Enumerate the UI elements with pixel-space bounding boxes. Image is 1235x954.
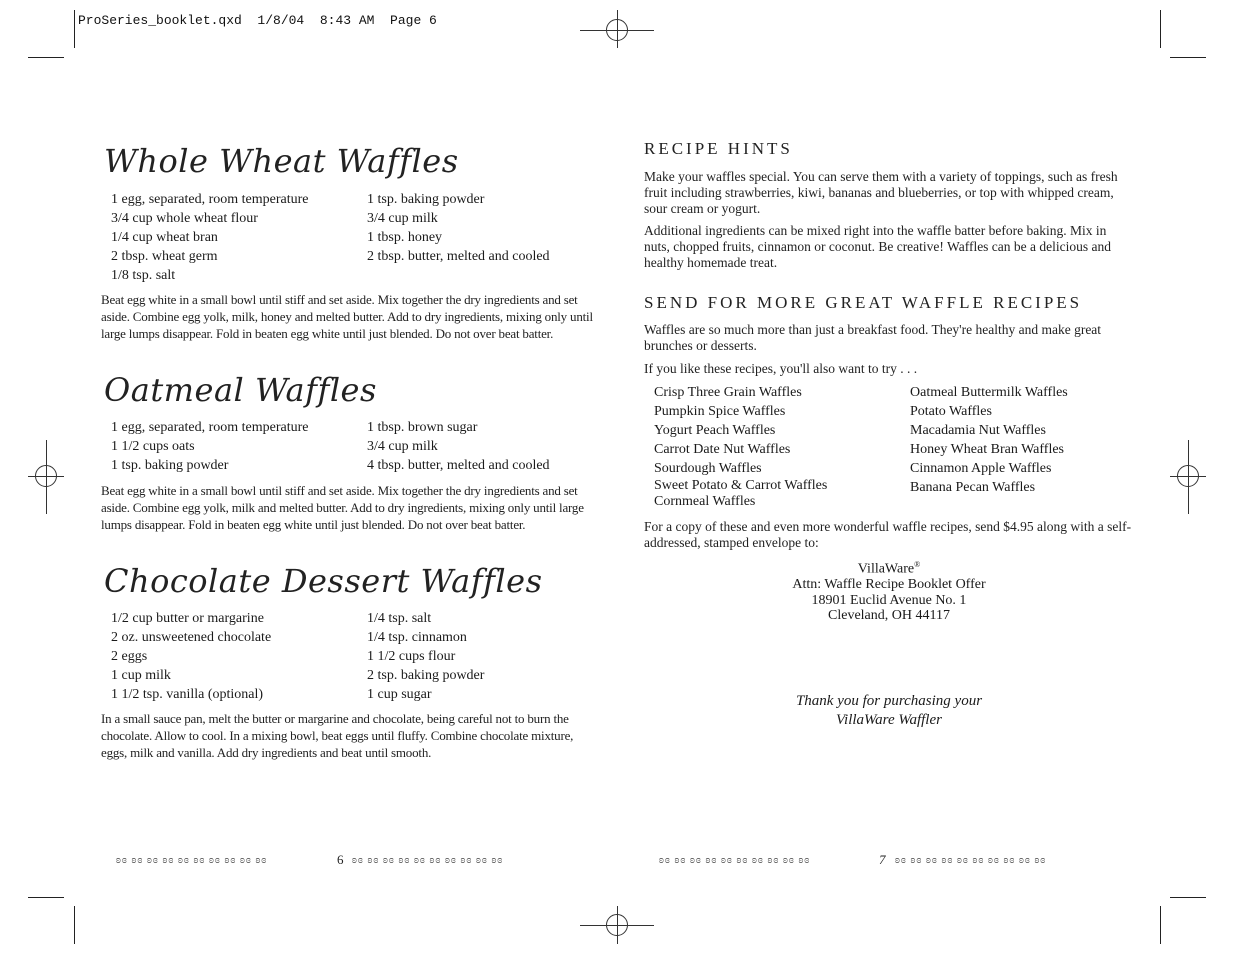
- list-item: Banana Pecan Waffles: [910, 480, 1036, 495]
- hints-paragraph-1: Make your waffles special. You can serve them with a variety of toppings, such as fresh fruit including strawberries, kiwi, bananas and blueberries, or top with whipped cream, sour cream or yogurt.: [644, 169, 1118, 216]
- ingredients-col1: 1 egg, separated, room temperature 3/4 cup whole wheat flour 1/4 cup wheat bran 2 tbsp. wheat germ 1/8 tsp. salt: [111, 192, 309, 283]
- list-item: Macadamia Nut Waffles: [910, 423, 1046, 438]
- thank-you-note: Thank you for purchasing your VillaWare Waffler: [795, 693, 983, 728]
- recipe-directions: Beat egg white in a small bowl until stiff and set aside. Mix together the dry ingredients and set aside. Combine egg yolk, milk and melted butter. Add to dry ingredients, mixing only until large lumps disappear. Fold in beaten egg white until just blended. Do not over beat batter.: [101, 483, 584, 532]
- address-street: 18901 Euclid Avenue No. 1: [811, 592, 967, 608]
- send-heading: SEND FOR MORE GREAT WAFFLE RECIPES: [644, 293, 1083, 312]
- list-item: Cornmeal Waffles: [654, 494, 756, 509]
- address-company: VillaWare®: [857, 560, 921, 577]
- list-item: Oatmeal Buttermilk Waffles: [910, 385, 1068, 400]
- list-item: Carrot Date Nut Waffles: [654, 442, 791, 457]
- list-item: Sweet Potato & Carrot Waffles: [654, 478, 828, 493]
- send-paragraph-1: Waffles are so much more than just a breakfast food. They're healthy and make great brunches or desserts.: [644, 322, 1102, 353]
- list-item: Sourdough Waffles: [654, 461, 762, 476]
- waffle-list-col1: [654, 383, 827, 510]
- ingredients-col2: 1 tsp. baking powder 3/4 cup milk 1 tbsp. honey 2 tbsp. butter, melted and cooled: [367, 192, 550, 264]
- footer-ornament-left-b: ʚɞ ʚɞ ʚɞ ʚɞ ʚɞ ʚɞ ʚɞ ʚɞ ʚɞ ʚɞ: [352, 854, 504, 866]
- hints-paragraph-2: Additional ingredients can be mixed right into the waffle batter before baking. Mix in nuts, chopped fruits, cinnamon or coconut. Be creative! Waffles can be a delicious and healthy homemade treat.: [644, 223, 1112, 270]
- mailing-address: [739, 557, 1039, 624]
- footer-ornament-right-b: ʚɞ ʚɞ ʚɞ ʚɞ ʚɞ ʚɞ ʚɞ ʚɞ ʚɞ ʚɞ: [895, 854, 1047, 866]
- footer-ornament-left-a: ʚɞ ʚɞ ʚɞ ʚɞ ʚɞ ʚɞ ʚɞ ʚɞ ʚɞ ʚɞ: [116, 854, 268, 866]
- page-number-right: 7: [879, 852, 886, 867]
- list-item: Yogurt Peach Waffles: [654, 423, 776, 438]
- recipe-directions: Beat egg white in a small bowl until stiff and set aside. Mix together the dry ingredients and set aside. Combine egg yolk, milk, honey and melted butter. Add to dry ingredients, mixing only until large lumps disappear. Fold in beaten egg white until just blended. Do not over beat batter.: [101, 292, 593, 341]
- list-item: Potato Waffles: [910, 404, 992, 419]
- file-slug: ProSeries_booklet.qxd 1/8/04 8:43 AM Page 6: [78, 13, 437, 28]
- send-paragraph-2: If you like these recipes, you'll also want to try . . .: [644, 361, 918, 376]
- registered-mark: ®: [914, 560, 921, 569]
- list-item: Cinnamon Apple Waffles: [910, 461, 1052, 476]
- ingredients-col1: 1 egg, separated, room temperature 1 1/2 cups oats 1 tsp. baking powder: [111, 420, 309, 473]
- list-item: Pumpkin Spice Waffles: [654, 404, 786, 419]
- recipe-hints-heading: RECIPE HINTS: [644, 139, 793, 158]
- footer-ornament-right-a: ʚɞ ʚɞ ʚɞ ʚɞ ʚɞ ʚɞ ʚɞ ʚɞ ʚɞ ʚɞ: [659, 854, 811, 866]
- recipe-title: Oatmeal Waffles: [104, 371, 377, 409]
- address-city: Cleveland, OH 44117: [828, 608, 950, 624]
- list-item: Crisp Three Grain Waffles: [654, 385, 802, 400]
- address-attn: Attn: Waffle Recipe Booklet Offer: [792, 577, 986, 593]
- ingredients-col2: 1/4 tsp. salt 1/4 tsp. cinnamon 1 1/2 cups flour 2 tsp. baking powder 1 cup sugar: [367, 611, 485, 702]
- list-item: Honey Wheat Bran Waffles: [910, 442, 1064, 457]
- waffle-list-col2: [910, 383, 1068, 497]
- copy-offer-text: For a copy of these and even more wonderful waffle recipes, send $4.95 along with a self-addressed, stamped envelope to:: [644, 519, 1132, 550]
- recipe-title: Chocolate Dessert Waffles: [104, 562, 543, 600]
- recipe-title: Whole Wheat Waffles: [104, 142, 459, 180]
- ingredients-col1: 1/2 cup butter or margarine 2 oz. unsweetened chocolate 2 eggs 1 cup milk 1 1/2 tsp. vanilla (optional): [111, 611, 272, 702]
- page-number-left: 6: [337, 852, 344, 867]
- ingredients-col2: 1 tbsp. brown sugar 3/4 cup milk 4 tbsp. butter, melted and cooled: [367, 420, 550, 473]
- recipe-directions: In a small sauce pan, melt the butter or margarine and chocolate, being careful not to burn the chocolate. Allow to cool. In a mixing bowl, beat eggs until fluffy. Combine chocolate mixture, eggs, milk and vanilla. Add dry ingredients and beat until smooth.: [101, 711, 574, 760]
